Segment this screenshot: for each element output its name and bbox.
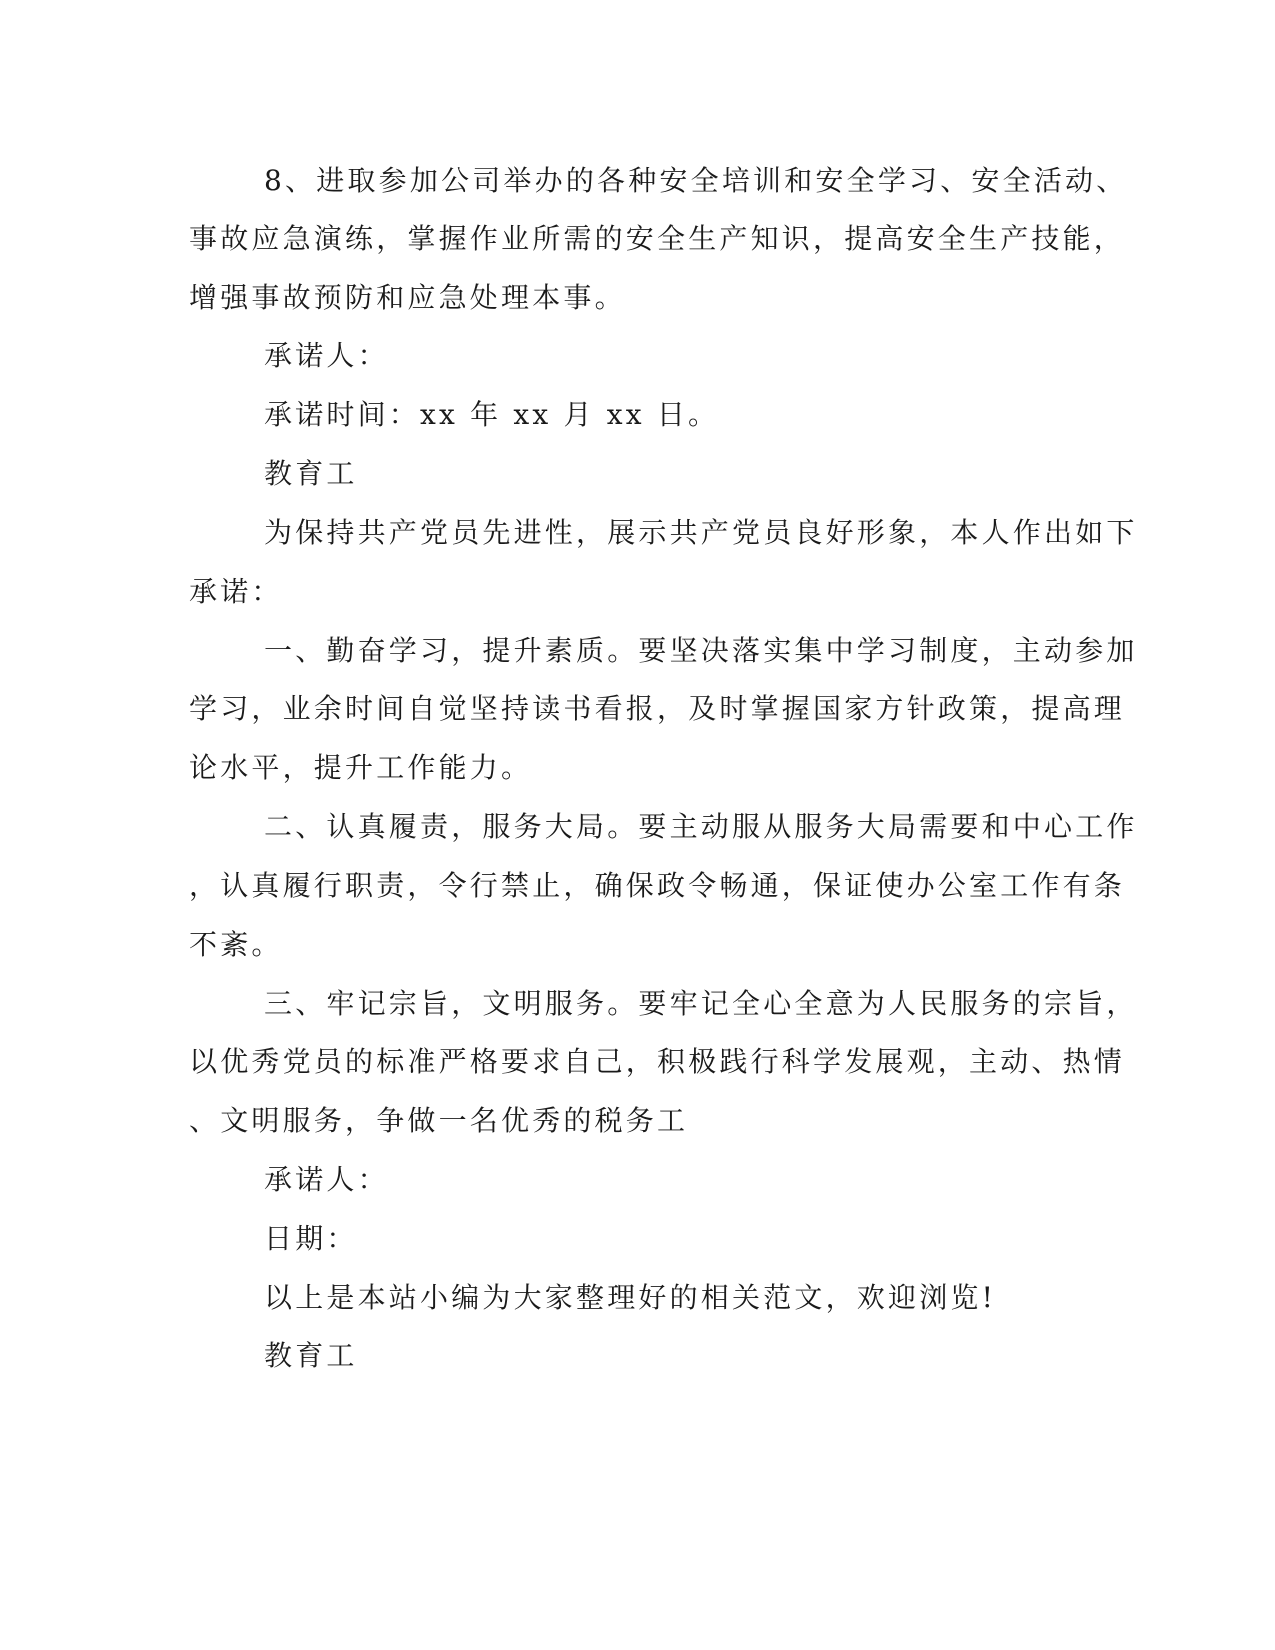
section-heading: 教育工	[264, 457, 358, 490]
promisor-label: 承诺人：	[264, 339, 389, 372]
paragraph-line: 论水平，提升工作能力。	[189, 751, 533, 784]
paragraph-line: 二、认真履责，服务大局。要主动服从服务大局需要和中心工作	[264, 810, 1138, 843]
date-label: 日期：	[264, 1222, 358, 1255]
paragraph-line: 学习，业余时间自觉坚持读书看报，及时掌握国家方针政策，提高理	[189, 692, 1126, 725]
paragraph-line: 以优秀党员的标准严格要求自己，积极践行科学发展观，主动、热情	[189, 1045, 1126, 1078]
section-heading: 教育工	[264, 1339, 358, 1372]
paragraph-line: 三、牢记宗旨，文明服务。要牢记全心全意为人民服务的宗旨，	[264, 987, 1138, 1020]
paragraph-line: 承诺：	[189, 575, 283, 608]
paragraph-line: 8、进取参加公司举办的各种安全培训和安全学习、安全活动、	[264, 164, 1128, 197]
closing-note: 以上是本站小编为大家整理好的相关范文，欢迎浏览!	[264, 1281, 997, 1314]
paragraph-line: ，认真履行职责，令行禁止，确保政令畅通，保证使办公室工作有条	[189, 869, 1126, 902]
paragraph-line: 增强事故预防和应急处理本事。	[189, 281, 626, 314]
paragraph-line: 不紊。	[189, 928, 283, 961]
paragraph-line: 为保持共产党员先进性，展示共产党员良好形象，本人作出如下	[264, 516, 1138, 549]
paragraph-line: 一、勤奋学习，提升素质。要坚决落实集中学习制度，主动参加	[264, 634, 1138, 667]
promise-date-label: 承诺时间：xx 年 xx 月 xx 日。	[264, 398, 720, 431]
paragraph-line: 、文明服务，争做一名优秀的税务工	[189, 1104, 689, 1137]
paragraph-line: 事故应急演练，掌握作业所需的安全生产知识，提高安全生产技能，	[189, 222, 1126, 255]
promisor-label: 承诺人：	[264, 1163, 389, 1196]
